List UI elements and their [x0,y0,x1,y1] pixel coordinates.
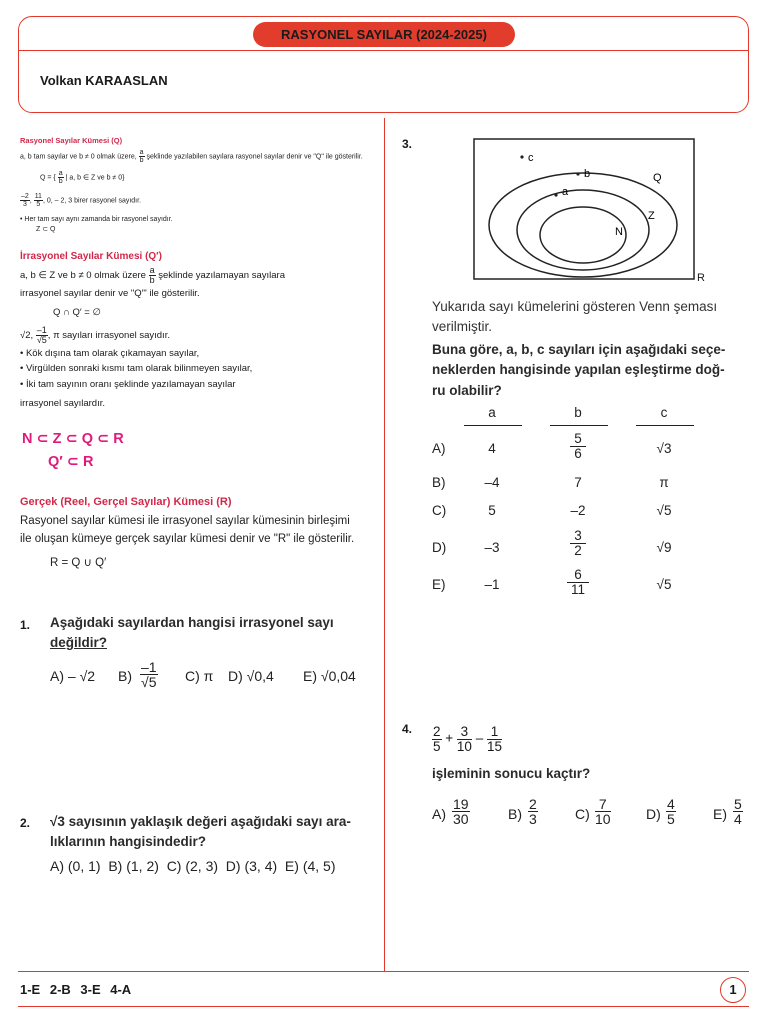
irrational-line1: a, b ∈ Z ve b ≠ 0 olmak üzere $\frac{a}{b}$ şeklinde yazılamayan sayılara [20,265,285,285]
venn-label-r: R [697,272,705,284]
row-e-b: $\frac{6}{11}$ [548,568,608,596]
row-d-label: D) [432,540,447,555]
q1-number: 1. [20,618,31,632]
row-a-b: $\frac{5}{6}$ [548,432,608,460]
rational-set-definition: Q = { $\frac{a}{b}$ | a, b ∈ Z ve b ≠ 0} [40,170,125,185]
row-c-label: C) [432,503,447,518]
row-b-label: B) [432,475,446,490]
q1-text: Aşağıdaki sayılardan hangisi irrasyonel sayı değildir? [50,615,334,651]
venn-point-a [554,193,557,196]
row-e-a: –1 [484,577,500,592]
venn-point-c [520,155,523,158]
q4-number: 4. [402,722,413,736]
rational-subset: Z ⊂ Q [36,226,56,233]
real-section [20,496,380,572]
irrational-section [20,251,380,410]
venn-point-b [576,172,579,175]
venn-label-z: Z [648,210,655,222]
row-a-a: 4 [488,441,496,456]
q4-question: işleminin sonucu kaçtır? [432,766,591,781]
row-e-label: E) [432,577,446,592]
q1-option-d: D) √0,4 [228,668,274,684]
q4-options [432,797,752,833]
q3-question: Buna göre, a, b, c sayıları için aşağıdaki seçe- neklerden hangisinde yapılan eşleştirme doğ- ru olabilir? [432,342,726,398]
fraction-a-b: $\frac{a}{b}$ [139,149,144,164]
irrational-closing: irrasyonel sayılardır. [20,398,106,410]
irrational-bullet-2: • Virgülden sonraki kısmı tam olarak bilinmeyen sayılar, [20,363,253,375]
footer-line-top [18,971,749,972]
footer-line-bottom [18,1006,749,1007]
rational-heading: Rasyonel Sayılar Kümesi (Q) [20,136,123,145]
q2-number: 2. [20,816,31,830]
row-d-a: –3 [484,540,500,555]
venn-z-ellipse [517,190,649,270]
q2-text: √3 sayısının yaklaşık değeri aşağıdaki sayı ara- lıklarının hangisindedir? [50,814,351,850]
q3-answer-table [432,405,722,610]
q4-option-a-frac: $\frac{19}{30}$ [453,796,469,827]
col-rule-a [464,425,522,426]
row-d-c: √9 [656,540,672,555]
row-c-a: 5 [488,503,496,518]
answer-key: 1-E 2-B 3-E 4-A [20,982,132,997]
row-b-c: π [659,475,669,490]
real-heading: Gerçek (Reel, Gerçel Sayılar) Kümesi (R) [20,496,232,508]
page-number: 1 [720,977,746,1003]
col-header-c: c [660,405,668,420]
row-a-label: A) [432,441,446,456]
q1-option-b-fraction: $\frac{-1}{√5}$ [141,659,157,690]
q1-options [50,660,380,700]
q1-option-e: E) √0,04 [303,668,356,684]
rational-examples: $\frac{-2}{3}$ , $\frac{11}{5}$ , 0, – 2, 3 birer rasyonel sayıdır. [21,193,142,208]
q1-option-b: B) [118,668,132,684]
venn-n-ellipse [540,207,626,263]
row-c-b: –2 [570,503,586,518]
q3-text: Yukarıda sayı kümelerini gösteren Venn şeması verilmiştir. [432,299,718,335]
venn-label-a: a [562,186,569,198]
venn-label-q: Q [653,172,662,184]
real-text-1: Rasyonel sayılar kümesi ile irrasyonel sayılar kümesinin birleşimi [20,515,350,527]
irrational-bullet-3: • İki tam sayının oranı şeklinde yazılamayan sayılar [20,378,236,390]
q4-option-c-frac: $\frac{7}{10}$ [595,796,611,827]
header-divider [18,50,749,51]
real-formula: R = Q ∪ Q′ [50,556,107,569]
chain-line-2: Q′ ⊂ R [48,454,94,471]
irrational-bullet-1: • Kök dışına tam olarak çıkamayan sayılar, [20,347,200,359]
row-e-c: √5 [656,577,672,592]
row-b-a: –4 [484,475,500,490]
set-chain [22,428,124,474]
venn-r-box [474,139,694,279]
row-d-b: $\frac{3}{2}$ [548,529,608,557]
row-b-b: 7 [574,475,582,490]
rational-note: • Her tam sayı aynı zamanda bir rasyonel sayıdır. [20,216,173,223]
row-a-c: √3 [656,441,672,456]
q1-option-a: A) – √2 [50,668,96,684]
irrational-examples: √2, $\frac{-1}{√5}$ , π sayıları irrasyonel sayıdır. [20,324,170,345]
rational-section [20,136,382,233]
column-divider [384,118,385,971]
author-name: Volkan KARAASLAN [40,73,168,88]
intersection-formula: Q ∩ Q′ = ∅ [53,307,101,319]
q1-option-c: C) π [185,668,214,684]
q4-expression: $\frac{2}{5}$ + $\frac{3}{10}$ – $\frac{1}{15}$ [433,724,502,754]
irrational-line2: irrasyonel sayılar denir ve "Q′" ile gösterilir. [20,288,200,299]
col-rule-b [550,425,608,426]
q3-number: 3. [402,137,413,151]
venn-label-b: b [584,168,591,180]
irrational-heading: İrrasyonel Sayılar Kümesi (Q′) [20,251,162,262]
row-c-c: √5 [656,503,672,518]
col-header-a: a [488,405,496,420]
venn-label-n: N [615,226,623,238]
page-title: RASYONEL SAYILAR (2024-2025) [253,22,515,47]
rational-definition: a, b tam sayılar ve b ≠ 0 olmak üzere, $\frac{a}{b}$ şeklinde yazılabilen sayılara rasyonel sayılar denir ve "Q" ile gösterilir. [20,149,363,164]
q4-option-b-label: B) [508,806,522,822]
q4-option-b-frac: $\frac{2}{3}$ [529,796,537,827]
col-header-b: b [574,405,582,420]
q4-option-d-frac: $\frac{4}{5}$ [667,796,675,827]
chain-line-1: N ⊂ Z ⊂ Q ⊂ R [22,431,124,447]
q4-option-e-label: E) [713,806,727,822]
venn-label-c: c [528,152,534,164]
q4-option-d-label: D) [646,806,661,822]
q4-option-a-label: A) [432,806,446,822]
col-rule-c [636,425,694,426]
real-text-2: ile oluşan kümeye gerçek sayılar kümesi denir ve "R" ile gösterilir. [20,532,355,545]
q2-options: A) (0, 1) B) (1, 2) C) (2, 3) D) (3, 4) E) (4, 5) [50,858,336,874]
q4-option-e-frac: $\frac{5}{4}$ [734,796,742,827]
venn-diagram [472,137,712,287]
q4-option-c-label: C) [575,806,590,822]
